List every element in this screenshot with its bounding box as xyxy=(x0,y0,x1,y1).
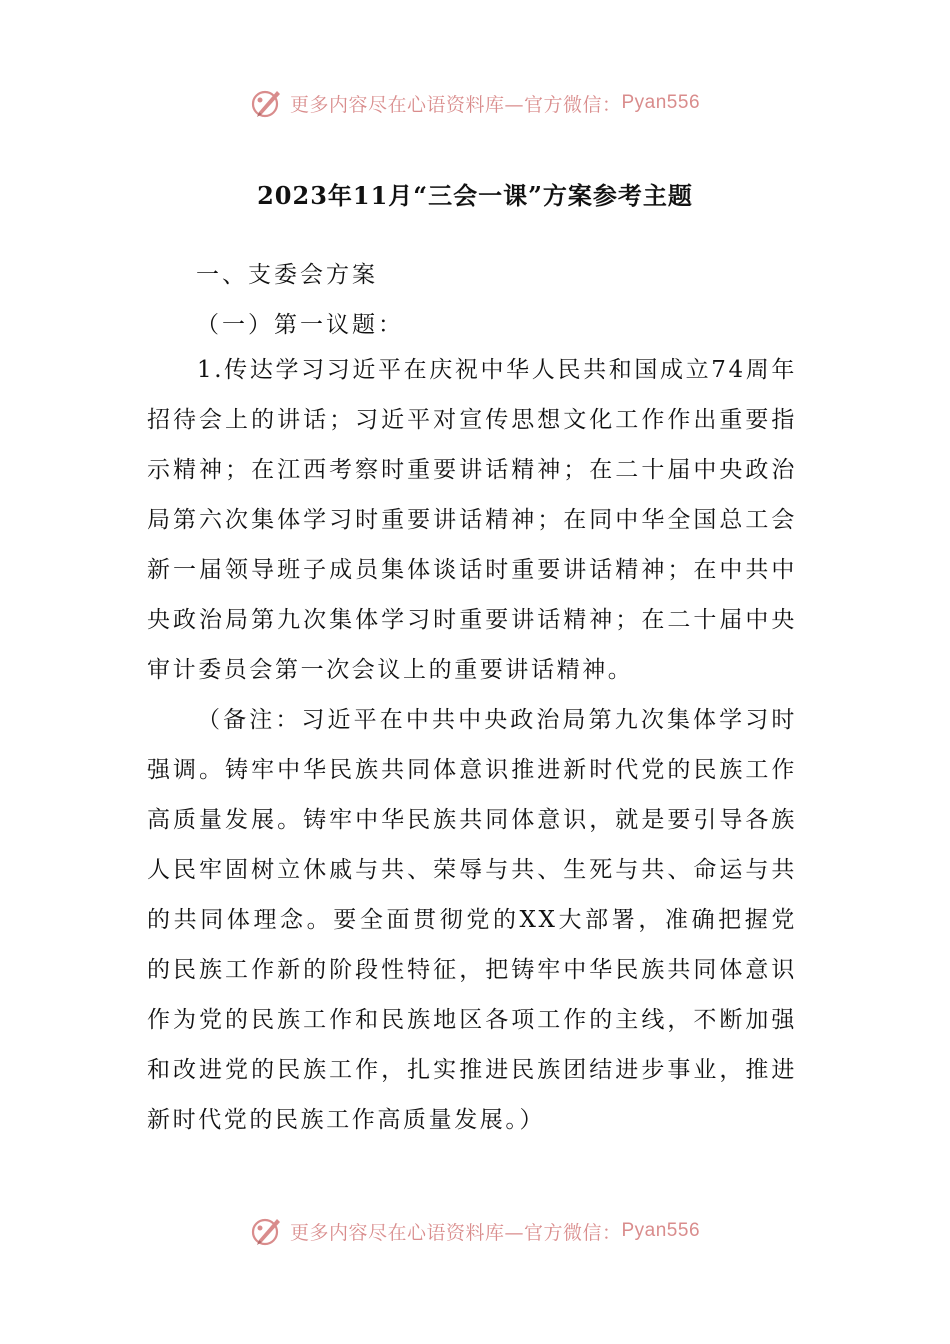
subsection-heading: （一）第一议题： xyxy=(196,312,404,338)
body-paragraph-2: （备注：习近平在中共中央政治局第九次集体学习时强调。铸牢中华民族共同体意识推进新时代党的民族工作高质量发展。铸牢中华民族共同体意识，就是要引导各族人民牢固树立休戚与共、荣辱与共、生死与共、命运与共的共同体理念。要全面贯彻党的XX大部署，准确把握党的民族工作新的阶段性特征，把铸牢中华民族共同体意识作为党的民族工作和民族地区各项工作的主线，不断加强和改进党的民族工作，扎实推进民族团结进步事业，推进新时代党的民族工作高质量发展。） xyxy=(147,707,797,1133)
document-title: 2023年11月“三会一课”方案参考主题 xyxy=(257,181,693,210)
quill-pen-logo-icon xyxy=(250,1214,284,1248)
footer-watermark xyxy=(0,1211,950,1251)
watermark-contact: Pyan556 xyxy=(621,1220,701,1241)
section-heading: 一、支委会方案 xyxy=(196,262,378,288)
quill-pen-logo-icon xyxy=(250,86,284,120)
watermark-text: 更多内容尽在心语资料库—官方微信： xyxy=(289,1221,622,1244)
body-paragraph-1: 1.传达学习习近平在庆祝中华人民共和国成立74周年招待会上的讲话；习近平对宣传思想文化工作作出重要指示精神；在江西考察时重要讲话精神；在二十届中央政治局第六次集体学习时重要讲话精神；在同中华全国总工会新一届领导班子成员集体谈话时重要讲话精神；在中共中央政治局第九次集体学习时重要讲话精神；在二十届中央审计委员会第一次会议上的重要讲话精神。 xyxy=(147,357,797,683)
watermark-text: 更多内容尽在心语资料库—官方微信： xyxy=(289,93,622,116)
watermark-contact: Pyan556 xyxy=(621,92,701,113)
header-watermark xyxy=(0,83,950,123)
